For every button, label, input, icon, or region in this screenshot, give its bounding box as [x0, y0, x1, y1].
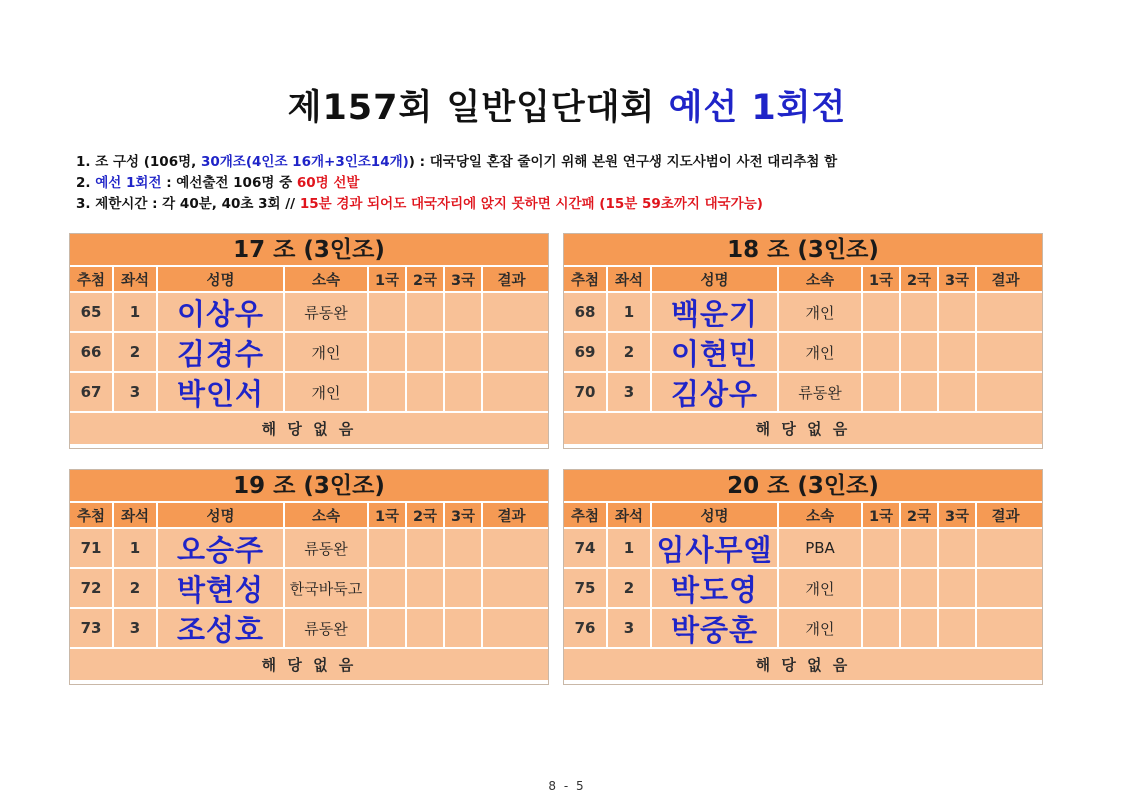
group-title: 20 조 (3인조) — [564, 470, 1042, 503]
note-text: 예선 1회전 — [95, 175, 162, 191]
note-text: 30개조(4인조 16개+3인조14개) — [200, 154, 409, 170]
game-1-cell — [863, 373, 901, 411]
group-footer: 해 당 없 음 — [70, 413, 548, 444]
column-header: 3국 — [445, 503, 483, 527]
seat-number: 1 — [114, 293, 158, 331]
result-cell — [483, 373, 540, 411]
table-row — [70, 609, 548, 649]
game-2-cell — [901, 333, 939, 371]
table-header — [564, 267, 1042, 293]
seat-number: 3 — [114, 609, 158, 647]
result-cell — [483, 569, 540, 607]
game-2-cell — [901, 609, 939, 647]
seat-number: 3 — [608, 373, 652, 411]
table-row — [70, 373, 548, 413]
game-3-cell — [445, 609, 483, 647]
player-affiliation: 개인 — [779, 569, 863, 607]
table-row — [70, 333, 548, 373]
result-cell — [483, 529, 540, 567]
column-header: 1국 — [863, 503, 901, 527]
group-table — [563, 233, 1043, 449]
player-name: 김상우 — [652, 373, 779, 411]
game-1-cell — [863, 529, 901, 567]
column-header: 소속 — [285, 503, 369, 527]
table-row — [564, 529, 1042, 569]
game-3-cell — [939, 609, 977, 647]
column-header: 2국 — [407, 267, 445, 291]
table-row — [564, 609, 1042, 649]
title-highlight: 예선 1회전 — [668, 88, 847, 128]
column-header: 결과 — [497, 508, 526, 525]
table-header — [564, 503, 1042, 529]
draw-number: 71 — [70, 529, 114, 567]
column-header: 결과 — [497, 272, 526, 289]
group-footer: 해 당 없 음 — [564, 413, 1042, 444]
table-row — [564, 293, 1042, 333]
note-text: 60명 선발 — [296, 175, 360, 191]
title-main: 제157회 일반입단대회 — [287, 88, 656, 128]
seat-number: 2 — [114, 333, 158, 371]
table-row — [564, 333, 1042, 373]
player-name: 박중훈 — [652, 609, 779, 647]
column-header: 3국 — [445, 267, 483, 291]
column-header: 3국 — [939, 503, 977, 527]
game-3-cell — [445, 569, 483, 607]
player-name: 백운기 — [652, 293, 779, 331]
game-1-cell — [369, 373, 407, 411]
player-affiliation: 개인 — [779, 333, 863, 371]
game-1-cell — [369, 609, 407, 647]
player-affiliation: PBA — [779, 529, 863, 567]
draw-number: 69 — [564, 333, 608, 371]
table-header — [70, 267, 548, 293]
seat-number: 2 — [608, 333, 652, 371]
game-2-cell — [407, 609, 445, 647]
result-cell — [977, 293, 1034, 331]
column-header: 결과 — [991, 508, 1020, 525]
group-table — [69, 469, 549, 685]
seat-number: 1 — [608, 293, 652, 331]
game-2-cell — [901, 373, 939, 411]
note-text: : 예선출전 106명 중 — [161, 175, 297, 191]
seat-number: 1 — [114, 529, 158, 567]
column-header: 추첨 — [70, 503, 114, 527]
game-1-cell — [863, 609, 901, 647]
game-1-cell — [369, 333, 407, 371]
group-table — [563, 469, 1043, 685]
seat-number: 3 — [608, 609, 652, 647]
column-header: 1국 — [369, 267, 407, 291]
player-affiliation: 개인 — [285, 333, 369, 371]
column-header: 2국 — [901, 503, 939, 527]
page-title — [0, 80, 1134, 130]
draw-number: 67 — [70, 373, 114, 411]
result-cell — [483, 293, 540, 331]
player-name: 조성호 — [158, 609, 285, 647]
result-cell — [483, 609, 540, 647]
column-header: 소속 — [779, 503, 863, 527]
seat-number: 3 — [114, 373, 158, 411]
draw-number: 68 — [564, 293, 608, 331]
result-cell — [483, 333, 540, 371]
draw-number: 75 — [564, 569, 608, 607]
player-name: 오승주 — [158, 529, 285, 567]
draw-number: 74 — [564, 529, 608, 567]
game-1-cell — [863, 569, 901, 607]
column-header: 성명 — [158, 503, 285, 527]
game-1-cell — [369, 569, 407, 607]
game-2-cell — [407, 293, 445, 331]
game-1-cell — [369, 293, 407, 331]
player-affiliation: 류동완 — [285, 609, 369, 647]
draw-number: 70 — [564, 373, 608, 411]
column-header: 1국 — [369, 503, 407, 527]
player-affiliation: 개인 — [779, 293, 863, 331]
player-affiliation: 류동완 — [285, 529, 369, 567]
note-line — [76, 194, 1076, 215]
column-header: 1국 — [863, 267, 901, 291]
seat-number: 1 — [608, 529, 652, 567]
column-header: 결과 — [991, 272, 1020, 289]
group-footer: 해 당 없 음 — [70, 649, 548, 680]
player-name: 이상우 — [158, 293, 285, 331]
column-header: 좌석 — [114, 503, 158, 527]
column-header: 좌석 — [608, 267, 652, 291]
notes — [76, 152, 1076, 215]
note-text: 3. 제한시간 : 각 40분, 40초 3회 // — [76, 196, 300, 212]
player-affiliation: 류동완 — [779, 373, 863, 411]
game-3-cell — [445, 373, 483, 411]
game-3-cell — [939, 333, 977, 371]
draw-number: 65 — [70, 293, 114, 331]
seat-number: 2 — [114, 569, 158, 607]
column-header: 추첨 — [564, 503, 608, 527]
column-header: 좌석 — [114, 267, 158, 291]
table-row — [70, 529, 548, 569]
player-name: 임사무엘 — [652, 529, 779, 567]
game-3-cell — [445, 293, 483, 331]
game-3-cell — [939, 569, 977, 607]
player-name: 박현성 — [158, 569, 285, 607]
draw-number: 73 — [70, 609, 114, 647]
table-row — [564, 569, 1042, 609]
column-header: 성명 — [158, 267, 285, 291]
game-2-cell — [407, 529, 445, 567]
result-cell — [977, 609, 1034, 647]
game-2-cell — [901, 529, 939, 567]
game-1-cell — [369, 529, 407, 567]
group-title: 19 조 (3인조) — [70, 470, 548, 503]
game-3-cell — [939, 293, 977, 331]
note-text: 1. 조 구성 (106명, — [76, 154, 201, 170]
note-line — [76, 173, 1076, 194]
group-footer: 해 당 없 음 — [564, 649, 1042, 680]
player-name: 이현민 — [652, 333, 779, 371]
game-3-cell — [939, 373, 977, 411]
note-text: 15분 경과 되어도 대국자리에 앉지 못하면 시간패 (15분 59초까지 대국가능) — [299, 196, 763, 212]
column-header: 성명 — [652, 503, 779, 527]
result-cell — [977, 333, 1034, 371]
result-cell — [977, 373, 1034, 411]
game-2-cell — [407, 333, 445, 371]
game-2-cell — [901, 569, 939, 607]
note-text: 2. — [76, 175, 96, 191]
result-cell — [977, 529, 1034, 567]
player-affiliation: 한국바둑고 — [285, 569, 369, 607]
player-name: 박인서 — [158, 373, 285, 411]
draw-number: 66 — [70, 333, 114, 371]
draw-number: 72 — [70, 569, 114, 607]
column-header: 소속 — [285, 267, 369, 291]
game-2-cell — [901, 293, 939, 331]
table-header — [70, 503, 548, 529]
game-3-cell — [445, 529, 483, 567]
page-number: 8 - 5 — [548, 779, 586, 793]
table-row — [70, 293, 548, 333]
note-text: ) : 대국당일 혼잡 줄이기 위해 본원 연구생 지도사범이 사전 대리추첨 함 — [408, 154, 838, 170]
player-affiliation: 개인 — [285, 373, 369, 411]
column-header: 3국 — [939, 267, 977, 291]
game-3-cell — [939, 529, 977, 567]
game-3-cell — [445, 333, 483, 371]
table-row — [564, 373, 1042, 413]
seat-number: 2 — [608, 569, 652, 607]
player-name: 김경수 — [158, 333, 285, 371]
table-row — [70, 569, 548, 609]
column-header: 좌석 — [608, 503, 652, 527]
column-header: 2국 — [407, 503, 445, 527]
result-cell — [977, 569, 1034, 607]
game-2-cell — [407, 569, 445, 607]
player-affiliation: 류동완 — [285, 293, 369, 331]
group-title: 17 조 (3인조) — [70, 234, 548, 267]
game-2-cell — [407, 373, 445, 411]
draw-number: 76 — [564, 609, 608, 647]
column-header: 2국 — [901, 267, 939, 291]
game-1-cell — [863, 333, 901, 371]
column-header: 추첨 — [70, 267, 114, 291]
game-1-cell — [863, 293, 901, 331]
group-title: 18 조 (3인조) — [564, 234, 1042, 267]
column-header: 추첨 — [564, 267, 608, 291]
player-name: 박도영 — [652, 569, 779, 607]
player-affiliation: 개인 — [779, 609, 863, 647]
note-line — [76, 152, 1076, 173]
group-table — [69, 233, 549, 449]
column-header: 성명 — [652, 267, 779, 291]
column-header: 소속 — [779, 267, 863, 291]
